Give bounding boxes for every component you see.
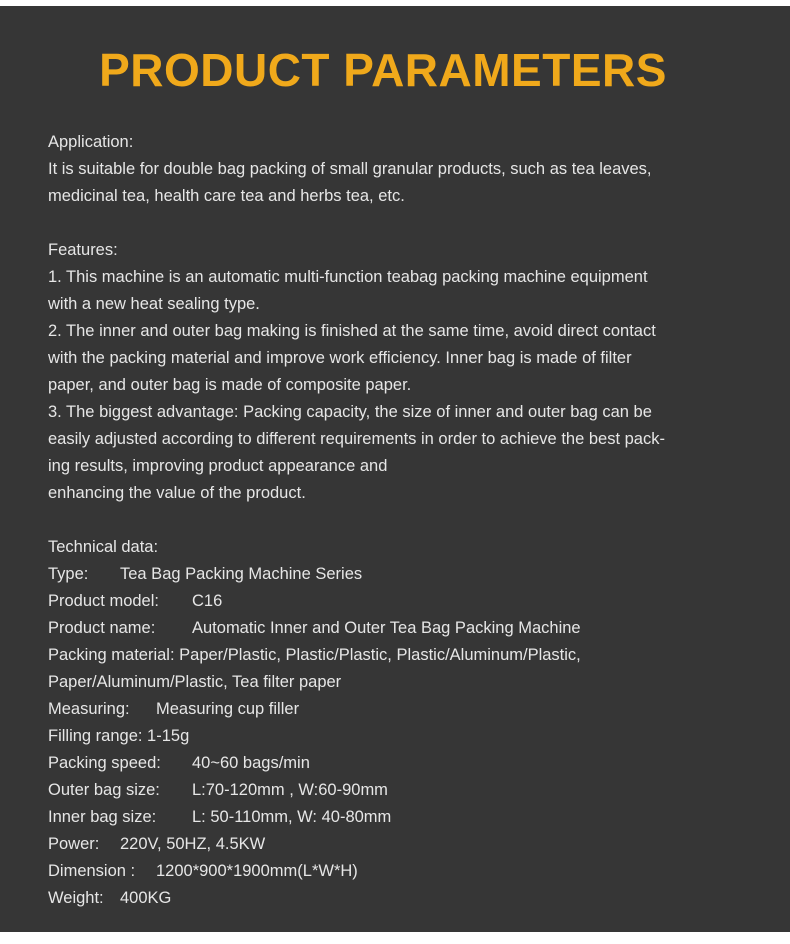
- spec-value: Tea Bag Packing Machine Series: [120, 565, 363, 583]
- features-text-line: ing results, improving product appearance and: [48, 457, 388, 475]
- spec-row-name: [48, 615, 748, 642]
- spec-label: Outer bag size:: [48, 781, 160, 799]
- features-text-line: with the packing material and improve work efficiency. Inner bag is made of filter: [48, 349, 632, 367]
- spec-row-weight: [48, 885, 748, 912]
- spec-label: Measuring:: [48, 700, 130, 718]
- features-text-line: with a new heat sealing type.: [48, 295, 260, 313]
- application-text-line: medicinal tea, health care tea and herbs tea, etc.: [48, 187, 405, 205]
- features-heading: Features:: [48, 241, 118, 259]
- spec-row-inner-bag: [48, 804, 748, 831]
- product-parameters-panel: [0, 6, 790, 932]
- features-text-line: paper, and outer bag is made of composite paper.: [48, 376, 412, 394]
- application-heading: Application:: [48, 133, 134, 151]
- features-text-line: 2. The inner and outer bag making is finished at the same time, avoid direct contact: [48, 322, 656, 340]
- parameters-content: [48, 129, 748, 912]
- spec-row-filling-range: Filling range: 1-15g: [48, 727, 190, 745]
- spec-label: Weight:: [48, 889, 104, 907]
- spec-label: Product name:: [48, 619, 156, 637]
- spec-label: Power:: [48, 835, 100, 853]
- spec-label: Packing speed:: [48, 754, 161, 772]
- spec-row-power: [48, 831, 748, 858]
- spec-row-type: [48, 561, 748, 588]
- page-title: PRODUCT PARAMETERS: [99, 44, 667, 96]
- features-text-line: 1. This machine is an automatic multi-function teabag packing machine equipment: [48, 268, 648, 286]
- spec-value: 400KG: [120, 889, 172, 907]
- spec-row-speed: [48, 750, 748, 777]
- features-text-line: easily adjusted according to different requirements in order to achieve the best pack-: [48, 430, 665, 448]
- spec-value: Automatic Inner and Outer Tea Bag Packing Machine: [192, 619, 581, 637]
- section-spacer: [48, 507, 748, 534]
- spec-label: Product model:: [48, 592, 159, 610]
- spec-label: Type:: [48, 565, 89, 583]
- spec-value: C16: [192, 592, 223, 610]
- spec-row-measuring: [48, 696, 748, 723]
- spec-value: 220V, 50HZ, 4.5KW: [120, 835, 266, 853]
- spec-label: Dimension :: [48, 862, 136, 880]
- spec-value: Measuring cup filler: [156, 700, 300, 718]
- spec-row-packing-material: Packing material: Paper/Plastic, Plastic/Plastic, Plastic/Aluminum/Plastic,: [48, 646, 581, 664]
- spec-label: Inner bag size:: [48, 808, 157, 826]
- spec-value: L:70-120mm , W:60-90mm: [192, 781, 388, 799]
- application-text-line: It is suitable for double bag packing of small granular products, such as tea leaves,: [48, 160, 652, 178]
- spec-value: 1200*900*1900mm(L*W*H): [156, 862, 358, 880]
- spec-row-packing-material-continued: Paper/Aluminum/Plastic, Tea filter paper: [48, 673, 342, 691]
- features-text-line: enhancing the value of the product.: [48, 484, 306, 502]
- spec-row-dimension: [48, 858, 748, 885]
- spec-value: 40~60 bags/min: [192, 754, 310, 772]
- spec-row-model: [48, 588, 748, 615]
- spec-value: L: 50-110mm, W: 40-80mm: [192, 808, 392, 826]
- technical-heading: Technical data:: [48, 538, 159, 556]
- spec-row-outer-bag: [48, 777, 748, 804]
- section-spacer: [48, 210, 748, 237]
- features-text-line: 3. The biggest advantage: Packing capacity, the size of inner and outer bag can be: [48, 403, 652, 421]
